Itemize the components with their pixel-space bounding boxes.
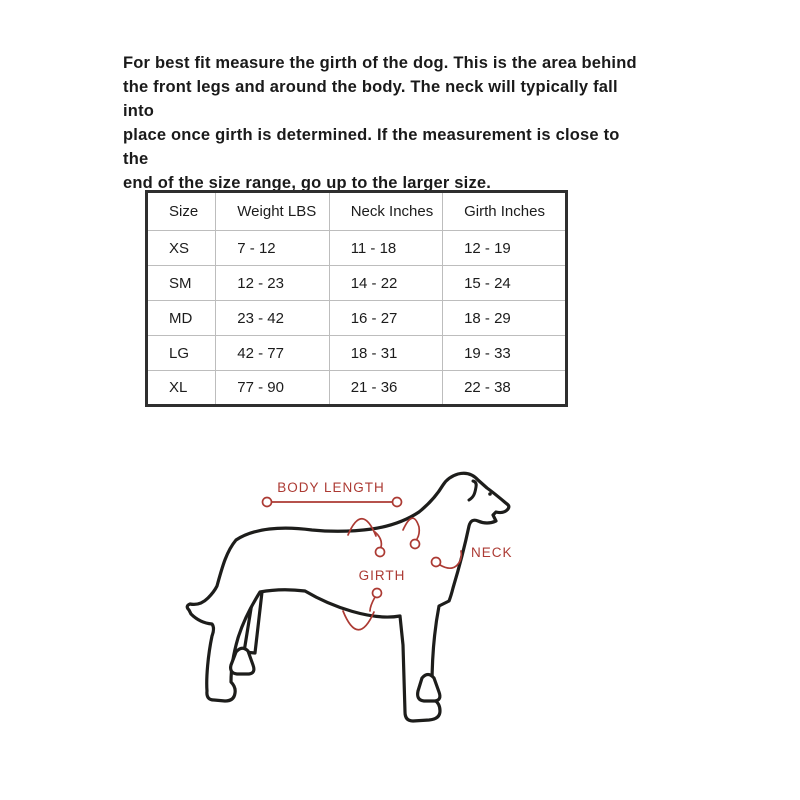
body-length-endpoint-left	[263, 498, 272, 507]
cell-girth: 15 - 24	[443, 266, 567, 301]
cell-weight: 7 - 12	[216, 231, 329, 266]
girth-label: GIRTH	[358, 568, 406, 583]
cell-neck: 14 - 22	[329, 266, 442, 301]
cell-weight: 77 - 90	[216, 371, 329, 406]
dog-eye	[488, 492, 492, 496]
table-row-sm	[147, 266, 567, 301]
intro-paragraph	[123, 51, 643, 195]
cell-size: XL	[147, 371, 216, 406]
body-length-label: BODY LENGTH	[277, 480, 385, 495]
body-length-endpoint-right	[393, 498, 402, 507]
intro-line-1: For best fit measure the girth of the dog. This is the area behind	[123, 54, 637, 72]
table-row-xl	[147, 371, 567, 406]
cell-neck: 11 - 18	[329, 231, 442, 266]
intro-line-3: place once girth is determined. If the measurement is close to the	[123, 126, 620, 168]
table-row-lg	[147, 336, 567, 371]
cell-girth: 19 - 33	[443, 336, 567, 371]
dog-far-front-paw	[418, 675, 440, 702]
column-header-size: Size	[147, 192, 216, 231]
intro-line-4: end of the size range, go up to the larger size.	[123, 174, 492, 192]
cell-girth: 22 - 38	[443, 371, 567, 406]
neck-endpoint-bottom	[432, 558, 441, 567]
cell-size: SM	[147, 266, 216, 301]
dog-measurement-diagram	[160, 440, 580, 760]
size-table-header-row	[147, 192, 567, 231]
girth-endpoint-bottom	[373, 589, 382, 598]
cell-weight: 23 - 42	[216, 301, 329, 336]
cell-weight: 42 - 77	[216, 336, 329, 371]
cell-neck: 16 - 27	[329, 301, 442, 336]
table-row-md	[147, 301, 567, 336]
cell-size: MD	[147, 301, 216, 336]
cell-neck: 21 - 36	[329, 371, 442, 406]
cell-size: LG	[147, 336, 216, 371]
neck-endpoint-top	[411, 540, 420, 549]
column-header-neck: Neck Inches	[329, 192, 442, 231]
neck-label: NECK	[471, 545, 513, 560]
cell-girth: 18 - 29	[443, 301, 567, 336]
dog-outline	[187, 473, 509, 721]
column-header-girth: Girth Inches	[443, 192, 567, 231]
table-row-xs	[147, 231, 567, 266]
girth-endpoint-top	[376, 548, 385, 557]
cell-neck: 18 - 31	[329, 336, 442, 371]
intro-line-2: the front legs and around the body. The neck will typically fall into	[123, 78, 618, 120]
cell-size: XS	[147, 231, 216, 266]
cell-girth: 12 - 19	[443, 231, 567, 266]
column-header-weight: Weight LBS	[216, 192, 329, 231]
cell-weight: 12 - 23	[216, 266, 329, 301]
size-table	[145, 190, 568, 407]
